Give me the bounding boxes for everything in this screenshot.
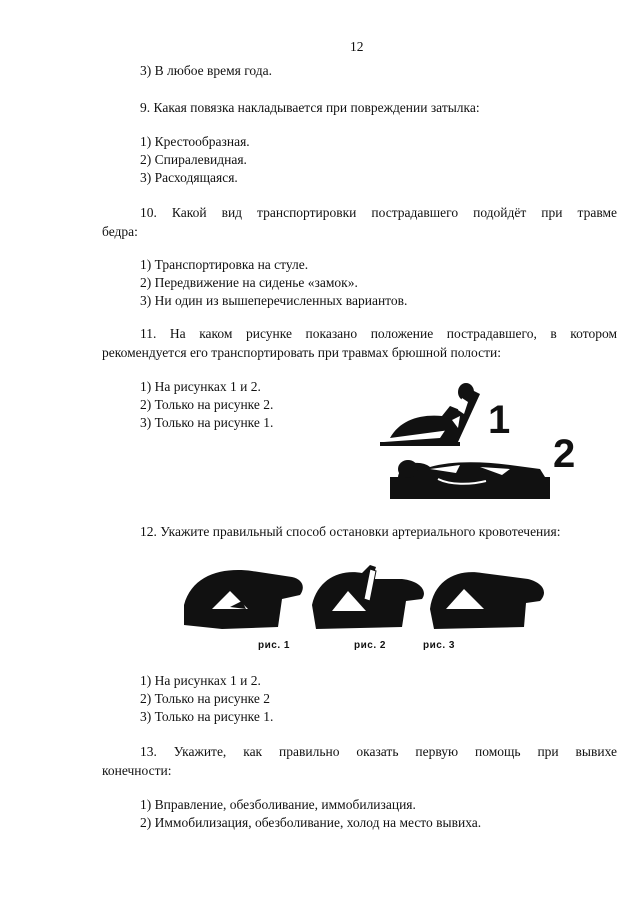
q12-option-2: 2) Только на рисунке 2 [140, 691, 271, 706]
question-11-line2: рекомендуется его транспортировать при травмах брюшной полости: [102, 345, 501, 360]
figure-semi-sitting-position [380, 380, 490, 448]
figure-arm-flexion-3 [428, 565, 550, 635]
q11-option-2: 2) Только на рисунке 2. [140, 397, 274, 412]
question-13 [102, 742, 617, 780]
figure-lying-position [390, 455, 550, 501]
question-9: 9. Какая повязка накладывается при повреждении затылка: [140, 100, 480, 115]
q9-option-2: 2) Спиралевидная. [140, 152, 247, 167]
question-10 [102, 203, 617, 241]
answer-option: 3) В любое время года. [140, 63, 273, 78]
figure-arm-flexion-1 [182, 565, 307, 635]
q11-option-1: 1) На рисунках 1 и 2. [140, 379, 261, 394]
q11-option-3: 3) Только на рисунке 1. [140, 415, 274, 430]
caption-fig-3: рис. 3 [423, 640, 455, 651]
figure-label-2: 2 [553, 432, 576, 476]
question-13-line2: конечности: [102, 763, 172, 778]
q12-option-3: 3) Только на рисунке 1. [140, 709, 274, 724]
caption-fig-2: рис. 2 [354, 640, 386, 651]
q10-option-2: 2) Передвижение на сиденье «замок». [140, 275, 358, 290]
question-12: 12. Укажите правильный способ остановки артериального кровотечения: [140, 524, 561, 539]
q10-option-3: 3) Ни один из вышеперечисленных вариантов. [140, 293, 408, 308]
q13-option-1: 1) Вправление, обезболивание, иммобилизация. [140, 797, 416, 812]
q10-option-1: 1) Транспортировка на стуле. [140, 257, 309, 272]
figure-label-1: 1 [488, 398, 511, 442]
q13-option-2: 2) Иммобилизация, обезболивание, холод на место вывиха. [140, 815, 482, 830]
question-10-line1: 10. Какой вид транспортировки пострадавшего подойдёт при травме [140, 205, 617, 220]
question-10-line2: бедра: [102, 224, 138, 239]
q9-option-3: 3) Расходящаяся. [140, 170, 238, 185]
q12-option-1: 1) На рисунках 1 и 2. [140, 673, 261, 688]
figure-arm-flexion-2 [310, 565, 430, 635]
q9-option-1: 1) Крестообразная. [140, 134, 250, 149]
question-13-line1: 13. Укажите, как правильно оказать первую помощь при вывихе [140, 744, 617, 759]
question-11 [102, 324, 617, 362]
question-11-line1: 11. На каком рисунке показано положение пострадавшего, в котором [140, 326, 617, 341]
page-number: 12 [350, 39, 364, 54]
caption-fig-1: рис. 1 [258, 640, 290, 651]
